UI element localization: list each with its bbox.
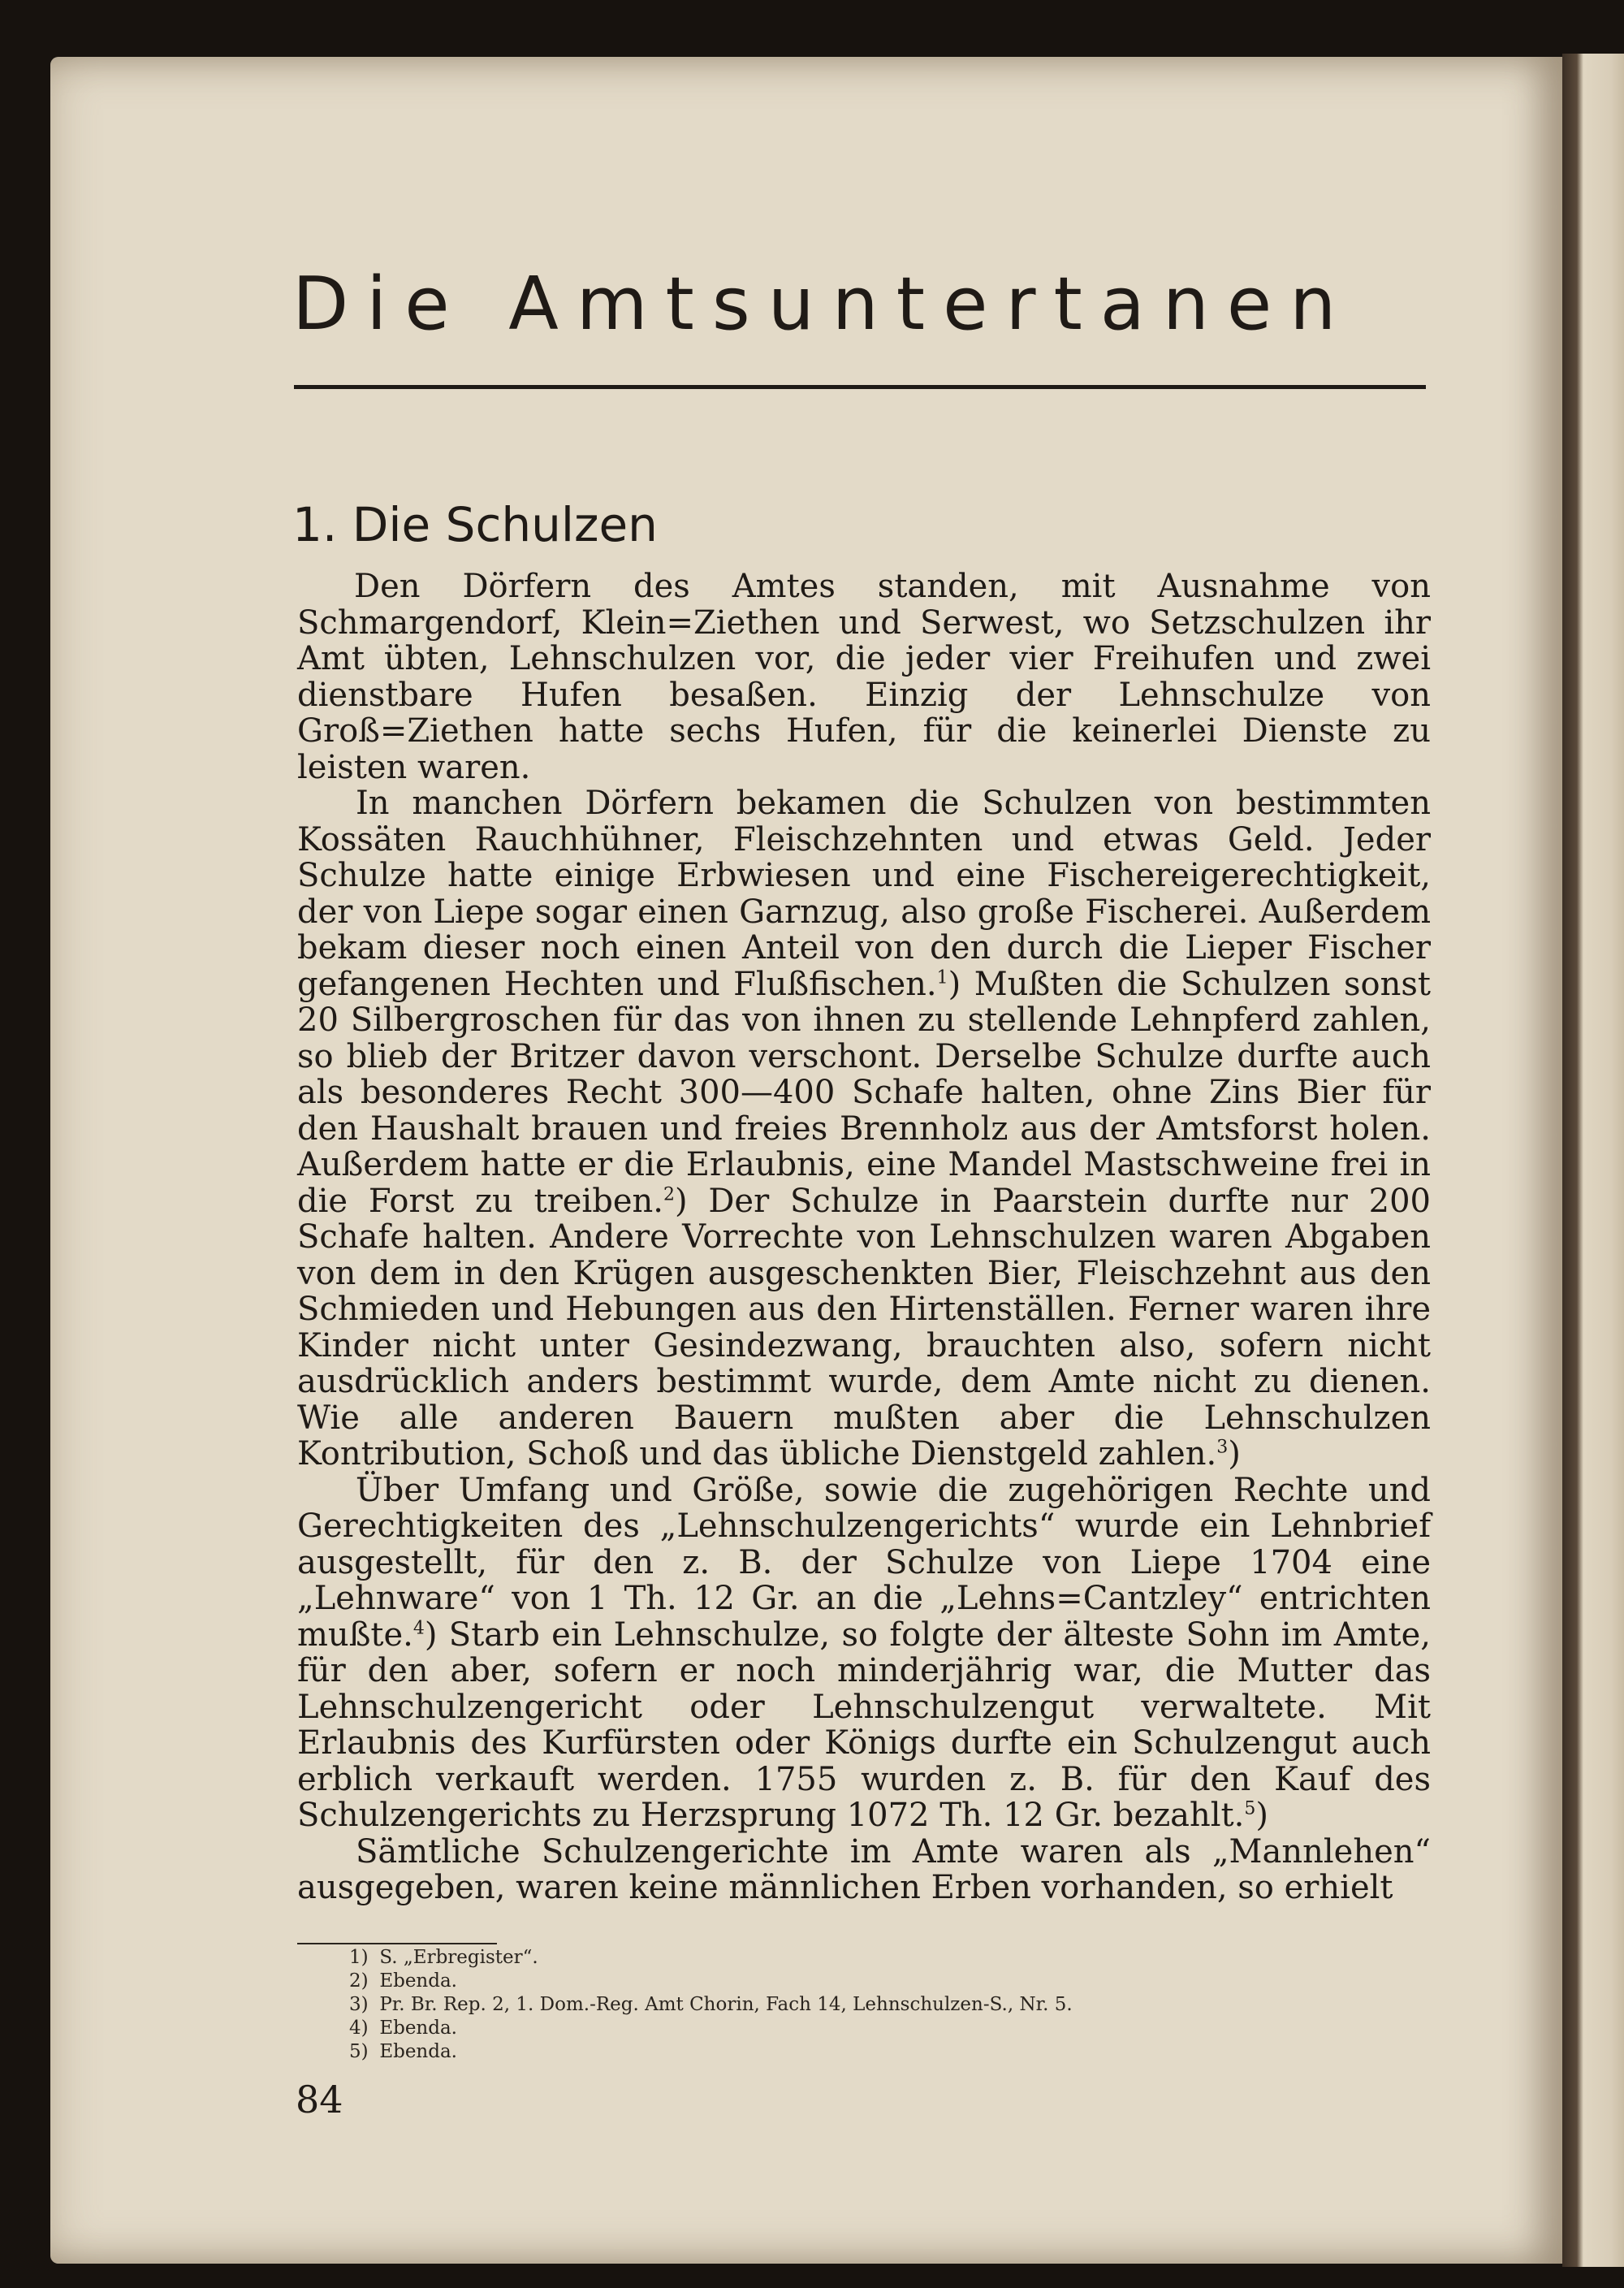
footnote-text: S. „Erbregister“.	[379, 1947, 538, 1968]
text-run: )	[1228, 1435, 1241, 1473]
text-run: Über Umfang und Größe, sowie die zugehörigen Rechte und Gerechtigkeiten des „Lehnschulzengerichts“ wurde ein Lehnbrief ausgestellt, für den z. B. der Schulze von Liepe 1704 eine „Lehnware“ von 1 Th. 12 Gr. an die „Lehns=Cantzley“ entrichten mußte.	[297, 1471, 1431, 1654]
paragraph: Den Dörfern des Amtes standen, mit Ausnahme von Schmargendorf, Klein=Ziethen und Serwest, wo Setzschulzen ihr Amt übten, Lehnschulzen vor, die jeder vier Freihufen und zwei dienstbare Hufen besaßen. Einzig der Lehnschulze von Groß=Ziethen hatte sechs Hufen, für die keinerlei Dienste zu leisten waren.	[297, 568, 1431, 786]
footnote-mark: 5)	[349, 2041, 369, 2062]
footnote-mark: 1)	[349, 1947, 369, 1968]
footnote-text: Pr. Br. Rep. 2, 1. Dom.-Reg. Amt Chorin, Fach 14, Lehnschulzen-S., Nr. 5.	[379, 1994, 1073, 2015]
text-run: ) Der Schulze in Paarstein durfte nur 200 Schafe halten. Andere Vorrechte von Lehnschulzen waren Abgaben von dem in den Krügen ausgeschenkten Bier, Fleischzehnt aus den Schmieden und Hebungen aus den Hirtenställen. Ferner waren ihre Kinder nicht unter Gesindezwang, brauchten also, sofern nicht ausdrücklich anders bestimmt wurde, dem Amte nicht zu dienen. Wie alle anderen Bauern mußten aber die Lehnschulzen Kontribution, Schoß und das übliche Dienstgeld zahlen.	[297, 1182, 1431, 1473]
footnote-ref: 5	[1244, 1798, 1256, 1819]
footnote	[349, 1946, 1405, 1970]
text-run: ) Starb ein Lehnschulze, so folgte der älteste Sohn im Amte, für den aber, sofern er noch minderjährig war, die Mutter das Lehnschulzengericht oder Lehnschulzengut verwaltete. Mit Erlaubnis des Kurfürsten oder Königs durfte ein Schulzengut auch erblich verkauft werden. 1755 wurden z. B. für den Kauf des Schulzengerichts zu Herzsprung 1072 Th. 12 Gr. bezahlt.	[297, 1615, 1431, 1834]
paragraph	[297, 785, 1431, 1473]
footnote-mark: 4)	[349, 2018, 369, 2039]
footnote-text: Ebenda.	[379, 1970, 457, 1992]
footnote	[349, 1993, 1405, 2017]
footnote-ref: 2	[663, 1184, 675, 1205]
book-spine-edge	[1562, 54, 1624, 2267]
text-run: ) Mußten die Schulzen sonst 20 Silbergroschen für das von ihnen zu stellende Lehnpferd zahlen, so blieb der Britzer davon verschont. Derselbe Schulze durfte auch als besonderes Recht 300—400 Schafe halten, ohne Zins Bier für den Haushalt brauen und freies Brennholz aus der Amtsforst holen. Außerdem hatte er die Erlaubnis, eine Mandel Mastschweine frei in die Forst zu treiben.	[297, 965, 1431, 1220]
text-run: In manchen Dörfern bekamen die Schulzen von bestimmten Kossäten Rauchhühner, Fleischzehnten und etwas Geld. Jeder Schulze hatte einige Erbwiesen und eine Fischereigerechtigkeit, der von Liepe sogar einen Garnzug, also große Fischerei. Außerdem bekam dieser noch einen Anteil von den durch die Lieper Fischer gefangenen Hechten und Flußfischen.	[297, 785, 1431, 1003]
page-number: 84	[296, 2078, 343, 2121]
title-divider	[294, 385, 1426, 389]
footnote-text: Ebenda.	[379, 2041, 457, 2062]
footnote	[349, 2017, 1405, 2040]
footnote-ref: 4	[412, 1618, 425, 1639]
section-heading: 1. Die Schulzen	[292, 497, 658, 552]
footnote-mark: 2)	[349, 1970, 369, 1992]
footnote-mark: 3)	[349, 1994, 369, 2015]
footnotes	[349, 1946, 1405, 2064]
footnote-ref: 1	[936, 967, 948, 988]
body-text	[297, 569, 1431, 1906]
footnote-ref: 3	[1216, 1437, 1229, 1458]
footnote	[349, 2040, 1405, 2064]
text-run: )	[1255, 1797, 1268, 1834]
footnote	[349, 1970, 1405, 1993]
paragraph	[297, 1473, 1431, 1834]
footnote-text: Ebenda.	[379, 2018, 457, 2039]
footnote-divider	[297, 1943, 497, 1944]
chapter-title: Die Amtsuntertanen	[292, 262, 1354, 347]
paragraph: Sämtliche Schulzengerichte im Amte waren als „Mannlehen“ ausgegeben, waren keine männlichen Erben vorhanden, so erhielt	[297, 1832, 1431, 1906]
